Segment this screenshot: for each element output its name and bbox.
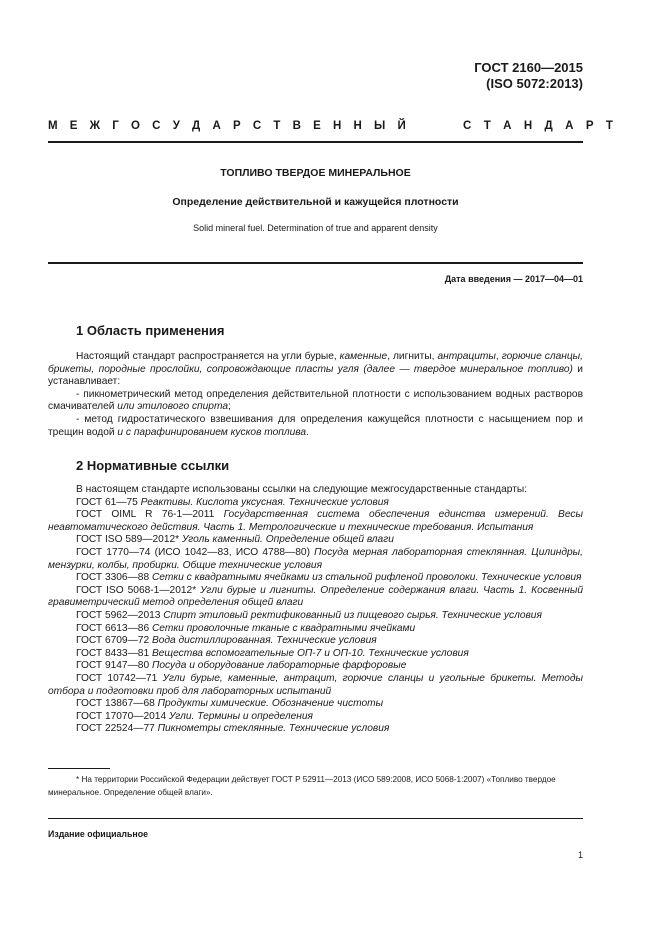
- banner-letter: О: [131, 120, 140, 132]
- title-rule: [48, 262, 583, 264]
- footnote-rule: [48, 768, 110, 769]
- reference-code: ГОСТ ISO 589—2012*: [76, 534, 182, 546]
- reference-code: ГОСТ 61—75: [76, 496, 141, 508]
- section-scope-body: [48, 351, 583, 439]
- references-intro: В настоящем стандарте использованы ссылки на следующие межгосударственные стандарты:: [76, 484, 528, 495]
- scope-italic: или этилового спирта: [117, 401, 229, 413]
- standard-banner: [48, 120, 613, 132]
- reference-item: [48, 497, 583, 510]
- banner-letter: Ж: [89, 120, 101, 132]
- banner-letter: Р: [585, 120, 594, 132]
- reference-code: ГОСТ 3306—88: [76, 572, 152, 584]
- document-title: ТОПЛИВО ТВЕРДОЕ МИНЕРАЛЬНОЕ: [220, 167, 411, 179]
- references-list: [48, 497, 583, 736]
- banner-letter: Е: [69, 120, 78, 132]
- banner-letter: Й: [397, 120, 406, 132]
- scope-italic: антрациты: [437, 351, 496, 362]
- reference-title: Государственная система обеспечения единства измерений. Весы неавтоматического действия. Часть 1. Метрологические и технические требования. Испытания: [48, 509, 583, 533]
- standard-code: [474, 60, 583, 92]
- banner-letter: Е: [313, 120, 321, 132]
- banner-letter: Д: [544, 120, 553, 132]
- banner-letter: Г: [112, 120, 119, 132]
- reference-title: Угли. Термины и определения: [168, 710, 313, 722]
- reference-code: ГОСТ 6613—86: [76, 622, 152, 634]
- banner-letter: Н: [332, 120, 342, 132]
- footnote: [48, 774, 583, 799]
- reference-item: [48, 623, 583, 636]
- reference-code: ГОСТ 6709—72: [76, 635, 152, 647]
- banner-letter: У: [172, 120, 180, 132]
- reference-code: ГОСТ 13867—68: [76, 698, 158, 710]
- scope-text: - пикнометрический метод определения действительной плотности с использованием водных растворов смачивателей: [48, 388, 583, 413]
- reference-item: [48, 585, 583, 610]
- page-number: 1: [577, 850, 583, 860]
- reference-item: [48, 635, 583, 648]
- top-rule: [48, 141, 583, 143]
- official-edition-label: Издание официальное: [48, 829, 148, 839]
- reference-code: ГОСТ 10742—71: [76, 672, 163, 684]
- reference-title: Посуда мерная лабораторная стеклянная. Цилиндры, мензурки, колбы, пробирки. Общие технические условия: [48, 546, 584, 571]
- reference-title: Вода дистиллированная. Технические условия: [151, 635, 377, 647]
- reference-code: ГОСТ ISO 5068-1—2012*: [76, 584, 201, 596]
- reference-item: [48, 610, 583, 623]
- introduction-date: Дата введения — 2017—04—01: [444, 274, 583, 284]
- reference-item: [48, 660, 583, 673]
- reference-title: Угли бурые, каменные, антрацит, горючие сланцы и угольные брикеты. Методы отбора и подготовки проб для лабораторных испытаний: [48, 672, 583, 697]
- banner-letter: Н: [523, 120, 533, 132]
- footer-rule: [48, 818, 583, 819]
- section-references-body: [48, 484, 583, 736]
- scope-paragraph: [48, 351, 583, 389]
- banner-letter: С: [152, 120, 161, 132]
- scope-text: - метод гидростатического взвешивания для определения кажущейся плотности с насыщением пор и трещин водой: [48, 413, 583, 438]
- reference-item: [48, 534, 583, 547]
- reference-title: Угли бурые и лигниты. Определение содержания влаги. Часть 1. Косвенный гравиметрический метод определения общей влаги: [48, 584, 584, 609]
- banner-letter: Т: [273, 120, 281, 132]
- scope-italic: горючие сланцы, брикеты, породные прослойки, сопровождающие пласты угля (далее — твердое минеральное топливо): [48, 351, 583, 375]
- standard-code-iso: (ISO 5072:2013): [486, 76, 583, 91]
- banner-word-standard: [463, 120, 613, 132]
- banner-letter: С: [252, 120, 262, 132]
- scope-text: .: [306, 426, 309, 438]
- reference-code: ГОСТ 8433—81: [76, 647, 152, 659]
- reference-item: [48, 648, 583, 661]
- banner-letter: С: [463, 120, 472, 132]
- banner-letter: А: [565, 120, 574, 132]
- scope-italic: каменные: [339, 351, 388, 362]
- standard-code-gost: ГОСТ 2160—2015: [474, 60, 583, 75]
- reference-title: Сетки с квадратными ячейками из стальной рифленой проволоки. Технические условия: [151, 572, 582, 584]
- scope-text: ;: [228, 401, 231, 413]
- reference-code: ГОСТ OIML R 76-1—2011: [76, 509, 224, 521]
- reference-code: ГОСТ 1770—74 (ИСО 1042—83, ИСО 4788—80): [76, 546, 315, 558]
- banner-letter: М: [48, 120, 58, 132]
- section-heading-normative-references: 2 Нормативные ссылки: [76, 458, 230, 473]
- reference-title: Вещества вспомогательные ОП-7 и ОП-10. Технические условия: [151, 647, 469, 659]
- banner-word-interstate: [48, 120, 406, 132]
- reference-code: ГОСТ 22524—77: [76, 723, 158, 735]
- reference-title: Пикнометры стеклянные. Технические условия: [157, 723, 390, 735]
- reference-code: ГОСТ 9147—80: [76, 660, 152, 672]
- reference-item: [48, 711, 583, 724]
- banner-letter: Д: [192, 120, 201, 132]
- reference-item: [48, 572, 583, 585]
- banner-letter: Н: [353, 120, 362, 132]
- section-heading-scope: 1 Область применения: [76, 323, 225, 338]
- reference-title: Реактивы. Кислота уксусная. Технические условия: [140, 496, 389, 508]
- banner-letter: А: [212, 120, 221, 132]
- reference-title: Посуда и оборудование лабораторные фарфоровые: [151, 660, 407, 672]
- reference-item: [48, 673, 583, 698]
- reference-title: Спирт этиловый ректификованный из пищевого сырья. Технические условия: [163, 609, 542, 621]
- banner-letter: А: [503, 120, 512, 132]
- document-subtitle: Определение действительной и кажущейся плотности: [172, 196, 459, 208]
- scope-italic: и с парафинированием кусков топлива: [117, 426, 307, 438]
- reference-item: [48, 547, 583, 572]
- document-title-english: Solid mineral fuel. Determination of true and apparent density: [193, 223, 438, 233]
- reference-title: Сетки проволочные тканые с квадратными ячейками: [151, 622, 416, 634]
- scope-text: ,: [495, 351, 502, 362]
- reference-title: Уголь каменный. Определение общей влаги: [181, 534, 394, 546]
- banner-letter: В: [292, 120, 301, 132]
- reference-code: ГОСТ 5962—2013: [76, 609, 164, 621]
- footnote-text: * На территории Российской Федерации действует ГОСТ Р 52911—2013 (ИСО 589:2008, ИСО 5068-1:2007) «Топливо твердое минеральное. Определение общей влаги».: [48, 775, 556, 797]
- scope-bullet-pycnometric: [48, 389, 583, 414]
- scope-text: , лигниты,: [387, 351, 438, 362]
- reference-title: Продукты химические. Обозначение чистоты: [157, 698, 384, 710]
- scope-bullet-hydrostatic: [48, 414, 583, 439]
- reference-item: [48, 509, 583, 534]
- banner-letter: Т: [483, 120, 491, 132]
- scope-text: Настоящий стандарт распространяется на угли бурые,: [76, 351, 340, 362]
- banner-letter: Р: [232, 120, 241, 132]
- scope-text: и устанавливает:: [48, 363, 583, 388]
- reference-code: ГОСТ 17070—2014: [76, 710, 169, 722]
- banner-letter: Т: [605, 120, 613, 132]
- reference-item: [48, 723, 583, 736]
- banner-letter: Ы: [374, 120, 386, 132]
- reference-item: [48, 698, 583, 711]
